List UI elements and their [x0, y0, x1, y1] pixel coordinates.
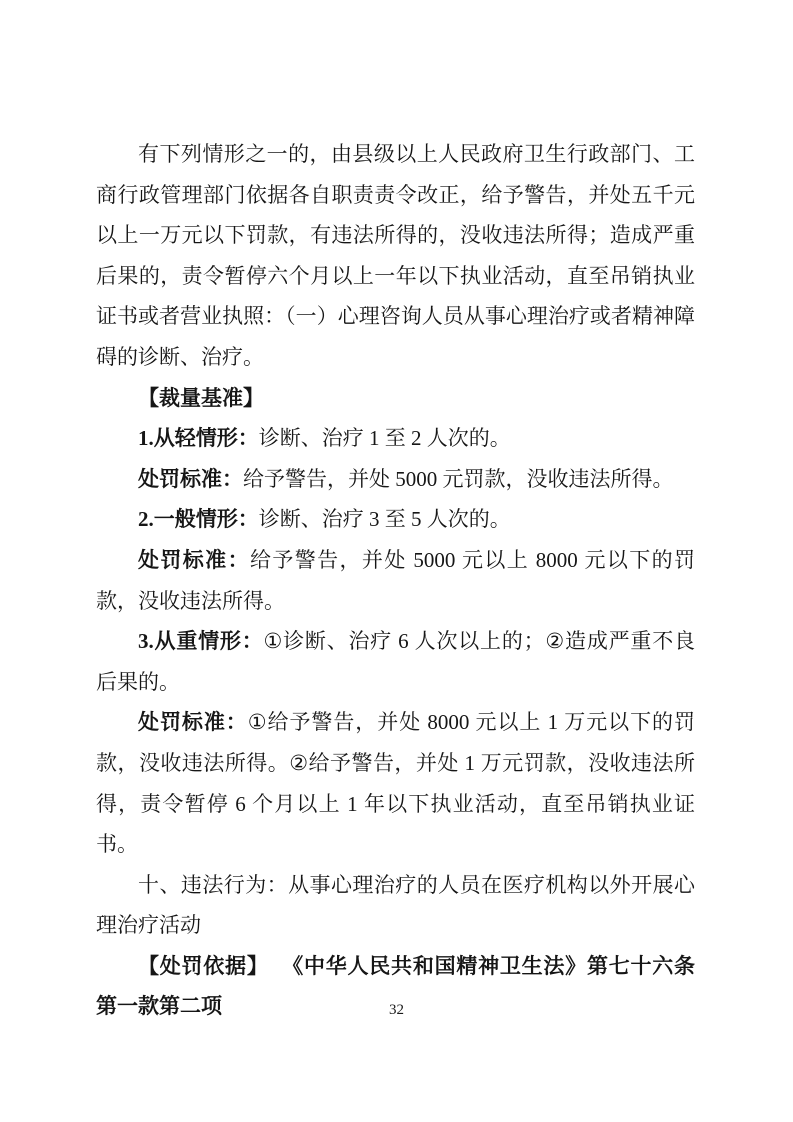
criteria-item-2-penalty-label: 处罚标准：: [138, 547, 250, 572]
criteria-item-3-penalty: [96, 702, 695, 864]
page-number: 32: [389, 1002, 404, 1018]
criteria-item-2-penalty-text: 给予警告，并处 5000 元以上 8000 元以下的罚款，没收违法所得。: [96, 547, 696, 613]
criteria-item-2-text: 诊断、治疗 3 至 5 人次的。: [258, 507, 511, 532]
document-body: [96, 134, 695, 1027]
criteria-item-1-penalty-label: 处罚标准：: [138, 466, 243, 491]
criteria-item-3-penalty-label: 处罚标准：: [138, 710, 248, 735]
criteria-item-3-text: ①诊断、治疗 6 人次以上的；②造成严重不良后果的。: [96, 629, 696, 694]
criteria-item-1-penalty-text: 给予警告，并处 5000 元罚款，没收违法所得。: [243, 466, 674, 491]
criteria-item-1-text: 诊断、治疗 1 至 2 人次的。: [258, 426, 511, 451]
penalty-basis-label: 【处罚依据】: [138, 953, 269, 978]
criteria-item-3-label: 3.从重情形：: [138, 629, 264, 654]
penalty-basis-text: 《中华人民共和国精神卫生法》第七十六条第一款第二项: [96, 953, 696, 1019]
criteria-item-1-mitigating: [96, 418, 695, 459]
section-heading-discretion-criteria: 【裁量基准】: [138, 385, 264, 410]
intro-paragraph: 有下列情形之一的，由县级以上人民政府卫生行政部门、工商行政管理部门依据各自职责责令改正，给予警告，并处五千元以上一万元以下罚款，有违法所得的，没收违法所得；造成严重后果的，责令暂停六个月以上一年以下执业活动，直至吊销执业证书或者营业执照：（一）心理咨询人员从事心理治疗或者精神障碍的诊断、治疗。: [96, 142, 695, 369]
criteria-item-3-aggravating: [96, 621, 695, 702]
criteria-item-2-general: [96, 499, 695, 540]
violation-paragraph: 十、违法行为：从事心理治疗的人员在医疗机构以外开展心理治疗活动: [96, 872, 695, 938]
criteria-item-1-label: 1.从轻情形：: [138, 426, 259, 451]
criteria-item-2-penalty: [96, 540, 695, 621]
criteria-item-2-label: 2.一般情形：: [138, 507, 259, 532]
criteria-item-3-penalty-text: ①给予警告，并处 8000 元以上 1 万元以下的罚款，没收违法所得。②给予警告，并处 1 万元罚款，没收违法所得，责令暂停 6 个月以上 1 年以下执业活动，直至吊销执业证书。: [96, 710, 695, 857]
criteria-item-1-penalty: [96, 459, 695, 500]
